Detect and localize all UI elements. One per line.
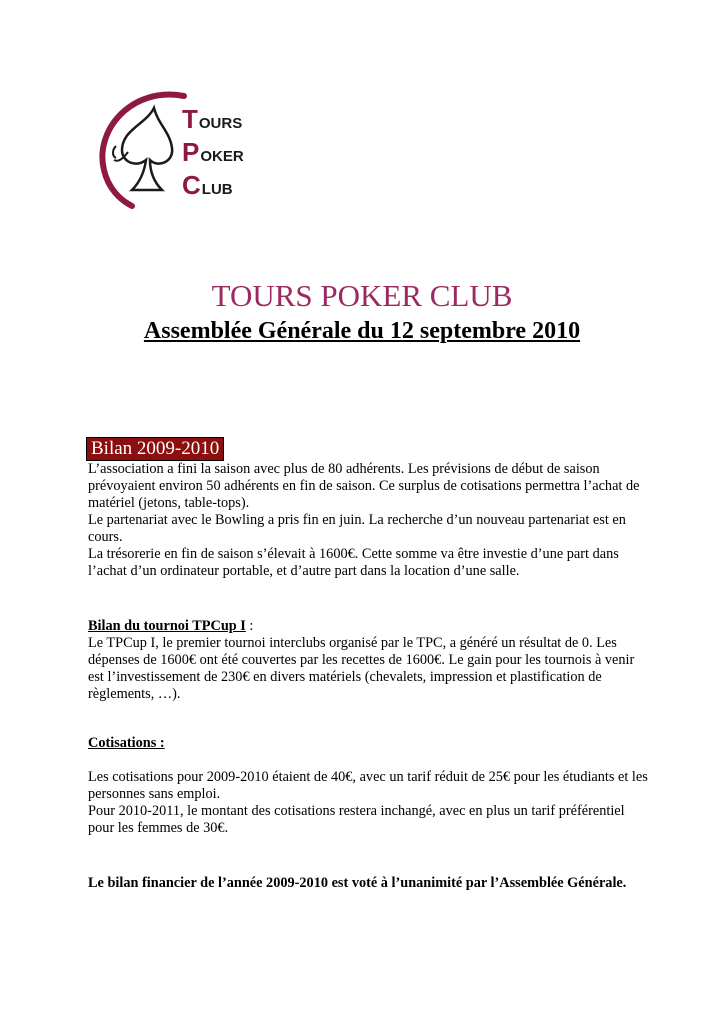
logo-cap: C [182,170,201,200]
logo-cap: T [182,104,198,134]
cotisations-paragraph-1: Les cotisations pour 2009-2010 étaient de 40€, avec un tarif réduit de 25€ pour les étudiants et les personnes sans emploi. [88,769,648,802]
tournoi-paragraph: Le TPCup I, le premier tournoi interclubs organisé par le TPC, a généré un résultat de 0. Les dépenses de 1600€ ont été couvertes par les recettes de 1600€. Le gain pour les tournois à venir est l’investissement de 230€ en divers matériels (chevalets, impression et plastification de règlements, …). [88,635,635,702]
bilan-paragraph-2: Le partenariat avec le Bowling a pris fin en juin. La recherche d’un nouveau partenariat est en cours. [88,512,626,545]
section-heading-bilan: Bilan 2009-2010 [86,437,224,461]
tournoi-heading-line [88,618,648,635]
bilan-paragraph-1: L’association a fini la saison avec plus de 80 adhérents. Les prévisions de début de saison prévoyaient environ 50 adhérents en fin de saison. Ce surplus de cotisations permettra l’achat de matériel (jetons, table-tops). [88,461,640,511]
logo-line-tours [182,106,244,139]
logo-rest: OURS [198,115,243,132]
document-body [88,461,648,892]
cotisations-paragraph-2: Pour 2010-2011, le montant des cotisations restera inchangé, avec en plus un tarif préférentiel pour les femmes de 30€. [88,803,625,836]
logo-rest: LUB [201,181,233,198]
document-subtitle: Assemblée Générale du 12 septembre 2010 [143,318,581,344]
bilan-paragraph-3: La trésorerie en fin de saison s’élevait à 1600€. Cette somme va être investie d’une part dans l’achat d’un ordinateur portable, et d’autre part dans la location d’une salle. [88,546,619,579]
logo-line-club [182,172,244,205]
logo-rest: OKER [200,148,244,165]
vote-statement: Le bilan financier de l’année 2009-2010 est voté à l’unanimité par l’Assemblée Générale. [88,875,627,891]
tournoi-heading: Bilan du tournoi TPCup I [88,618,246,634]
tournoi-heading-suffix: : [245,618,254,634]
document-title: TOURS POKER CLUB [211,278,513,313]
logo-line-poker [182,139,244,172]
logo-wordmark [182,106,244,205]
logo-cap: P [182,137,200,167]
cotisations-heading: Cotisations : [88,735,165,751]
